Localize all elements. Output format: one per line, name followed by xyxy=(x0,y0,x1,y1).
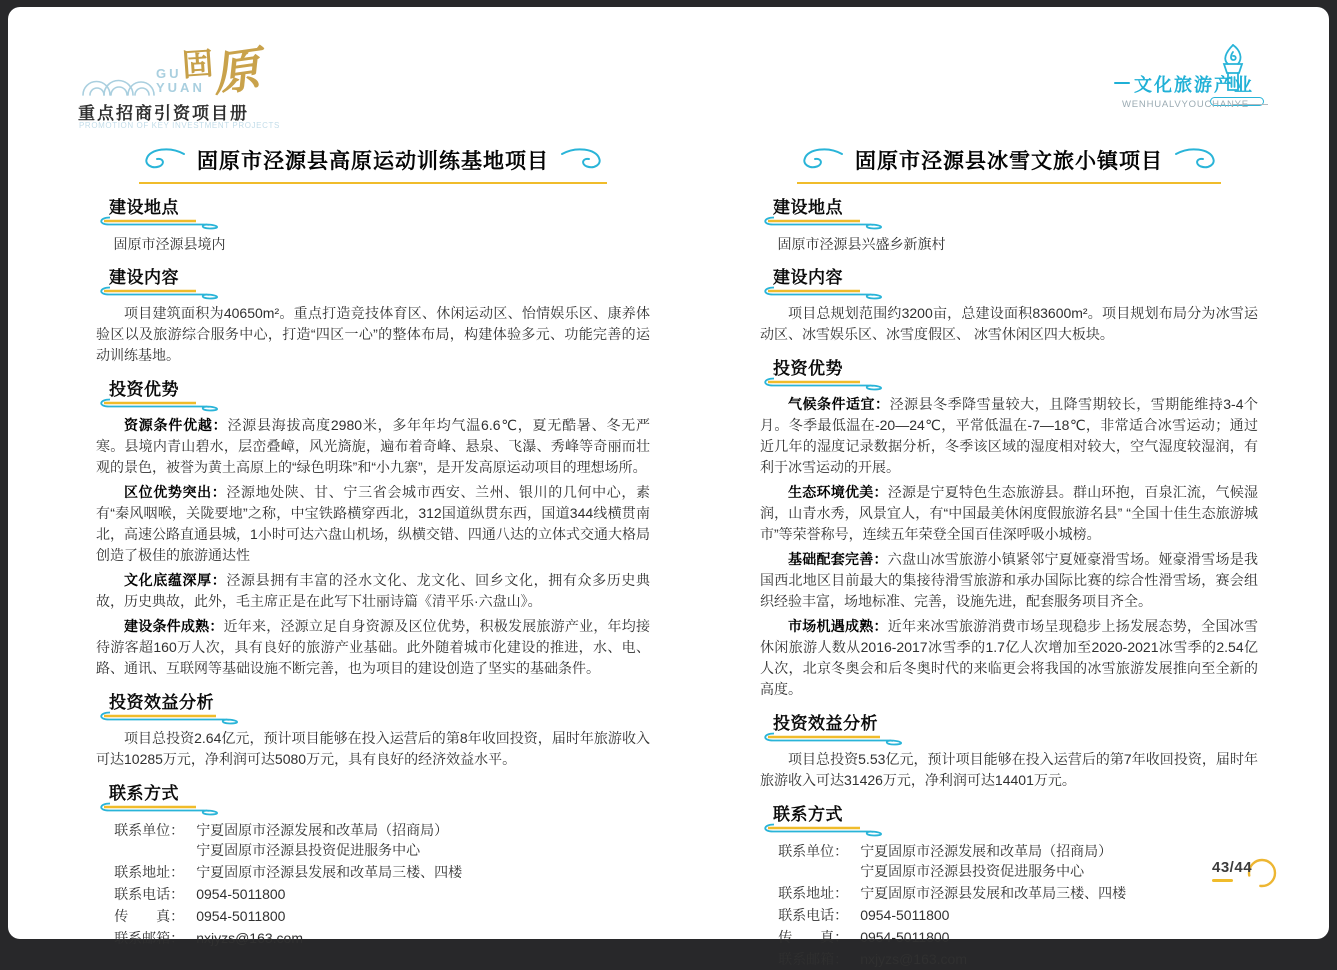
advantage-paragraph xyxy=(760,549,1258,612)
cloud-ornament-left-icon xyxy=(801,149,843,171)
section-location xyxy=(96,193,246,229)
section-heading: 建设地点 xyxy=(109,198,179,217)
contact-row xyxy=(778,882,1258,904)
advantage-lead: 生态环境优美： xyxy=(788,484,888,500)
page-number: 43/44 xyxy=(1212,859,1253,876)
advantage-lead: 区位优势突出： xyxy=(124,484,227,500)
advantage-paragraph xyxy=(760,616,1258,700)
contact-label: 传 真： xyxy=(778,929,849,945)
section-heading: 建设内容 xyxy=(773,268,843,287)
project-title-text: 固原市泾源县冰雪文旅小镇项目 xyxy=(855,150,1163,173)
advantage-paragraph xyxy=(760,394,1258,478)
section-heading: 投资优势 xyxy=(109,380,179,399)
contact-value: 宁夏固原市泾源县发展和改革局三楼、四楼 xyxy=(860,885,1127,901)
contact-row xyxy=(114,905,650,927)
benefit-body: 项目总投资5.53亿元，预计项目能够在投入运营后的第7年收回投资，届时年旅游收入可达31426万元，净利润可达14401万元。 xyxy=(760,751,1258,788)
advantage-text: 六盘山冰雪旅游小镇紧邻宁夏娅豪滑雪场。娅豪滑雪场是我国西北地区目前最大的集接待滑雪旅游和承办国际比赛的综合性滑雪场，赛会组织经验丰富，场地标准、完善，设施先进，配套服务项目齐全。 xyxy=(760,551,1258,609)
industry-banner xyxy=(1114,47,1294,127)
contact-label: 传 真： xyxy=(114,908,185,924)
contact-phone: 0954-5011800 xyxy=(196,886,286,902)
contact-row xyxy=(114,819,650,861)
content-body: 项目建筑面积为40650m²。重点打造竞技体育区、休闲运动区、怡情娱乐区、康养体验区以及旅游综合服务中心，打造“四区一心”的整体布局，构建体验多元、功能完善的运动训练基地。 xyxy=(96,305,650,363)
page-right xyxy=(760,145,1258,970)
advantage-paragraph xyxy=(96,616,650,679)
industry-title: 文化旅游产业 xyxy=(1134,75,1254,95)
advantage-text: 近年来，泾源立足自身资源及区位优势，积极发展旅游产业，年均接待游客超160万人次，具有良好的旅游产业基础。此外随着城市化建设的推进，水、电、路、通讯、互联网等基础设施不断完善，也为项目的建设创造了坚实的基础条件。 xyxy=(96,618,651,676)
contact-row xyxy=(114,927,650,949)
advantage-lead: 资源条件优越： xyxy=(124,417,228,433)
contact-value: 宁夏固原市泾源县发展和改革局三楼、四楼 xyxy=(196,864,463,880)
contact-label: 联系地址： xyxy=(778,885,849,901)
brand-name-en: GU YUAN xyxy=(156,66,205,95)
contact-row xyxy=(778,904,1258,926)
contact-phone: 0954-5011800 xyxy=(860,907,950,923)
contact-block xyxy=(114,819,650,949)
section-contact xyxy=(96,779,246,815)
industry-subtitle: WENHUALVYOUCHANYE xyxy=(1122,99,1249,110)
advantage-text: 泾源县拥有丰富的泾水文化、龙文化、回乡文化，拥有众多历史典故，历史典故，此外，毛主席正是在此写下壮丽诗篇《清平乐·六盘山》。 xyxy=(96,572,651,609)
contact-label: 联系邮箱： xyxy=(114,930,185,946)
benefit-body: 项目总投资2.64亿元，预计项目能够在投入运营后的第8年收回投资，届时年旅游收入可达10285万元，净利润可达5080万元，具有良好的经济效益水平。 xyxy=(96,730,650,767)
page-number-block xyxy=(1212,857,1282,893)
advantage-lead: 建设条件成熟： xyxy=(124,618,224,634)
section-heading: 联系方式 xyxy=(773,805,843,824)
location-body: 固原市泾源县境内 xyxy=(113,236,226,252)
advantage-paragraph xyxy=(96,570,650,612)
contact-label: 联系单位： xyxy=(114,822,185,838)
contact-row xyxy=(778,840,1258,882)
advantage-text: 泾源县冬季降雪量较大，且降雪期较长，雪期能维持3-4个月。冬季最低温在-20—24℃，平常低温在-7—18℃，非常适合冰雪运动；通过近几年的湿度记录数据分析，冬季该区域的湿度相对较大，空气湿度较湿润，有利于冰雪运动的开展。 xyxy=(760,396,1259,475)
contact-label: 联系单位： xyxy=(778,843,849,859)
contact-row xyxy=(114,861,650,883)
cloud-ornament-left-icon xyxy=(143,149,185,171)
contact-row xyxy=(114,883,650,905)
section-location xyxy=(760,193,910,229)
mountains-icon xyxy=(80,69,158,97)
cloud-ornament-right-icon xyxy=(1175,149,1217,171)
contact-block xyxy=(778,840,1258,970)
project-title-left xyxy=(139,145,607,184)
section-heading: 建设地点 xyxy=(773,198,843,217)
cloud-ornament-right-icon xyxy=(561,149,603,171)
advantage-paragraph xyxy=(96,482,650,566)
contact-value: 宁夏固原市泾源发展和改革局（招商局） 宁夏固原市泾源县投资促进服务中心 xyxy=(196,822,449,858)
project-title-right xyxy=(797,145,1221,184)
booklet-title: 重点招商引资项目册 xyxy=(78,104,249,123)
advantage-text: 泾源地处陕、甘、宁三省会城市西安、兰州、银川的几何中心，素有“秦风咽喉，关陇要地”之称，中宝铁路横穿西北，312国道纵贯东西，国道344线横贯南北，高速公路直通县城，1小时可达六盘山机场，纵横交错、四通八达的立体式交通大格局创造了极佳的旅游通达性 xyxy=(96,484,651,563)
section-heading: 投资效益分析 xyxy=(109,693,214,712)
brand-name-cn-gu: 固 xyxy=(181,45,215,84)
section-heading: 投资优势 xyxy=(773,359,843,378)
section-contact xyxy=(760,800,910,836)
section-benefit xyxy=(96,688,266,724)
section-content xyxy=(96,263,246,299)
contact-fax: 0954-5011800 xyxy=(860,929,950,945)
document-page xyxy=(8,7,1329,967)
contact-label: 联系邮箱： xyxy=(778,951,849,967)
contact-value: 宁夏固原市泾源发展和改革局（招商局） 宁夏固原市泾源县投资促进服务中心 xyxy=(860,843,1113,879)
content-body: 项目总规划范围约3200亩，总建设面积83600m²。项目规划布局分为冰雪运动区、冰雪娱乐区、冰雪度假区、 冰雪休闲区四大板块。 xyxy=(760,305,1258,342)
banner-dash-line xyxy=(1114,82,1130,84)
contact-email: nxjyzs@163.com xyxy=(196,930,303,946)
section-content xyxy=(760,263,910,299)
advantage-text: 近年来冰雪旅游消费市场呈现稳步上扬发展态势，全国冰雪休闲旅游人数从2016-2017冰雪季的1.7亿人次增加至2020-2021冰雪季的2.54亿人次，北京冬奥会和后冬奥时代的来临更会将我国的冰雪旅游发展推向至全新的高度。 xyxy=(760,618,1258,697)
section-benefit xyxy=(760,709,930,745)
contact-row xyxy=(778,926,1258,948)
project-title-text: 固原市泾源县高原运动训练基地项目 xyxy=(197,150,549,173)
advantage-lead: 市场机遇成熟： xyxy=(788,618,888,634)
section-advantages xyxy=(96,375,246,411)
advantage-lead: 文化底蕴深厚： xyxy=(124,572,227,588)
contact-row xyxy=(778,948,1258,970)
page-left xyxy=(96,145,650,949)
advantage-paragraph xyxy=(760,482,1258,545)
brand-logo xyxy=(78,43,328,130)
advantage-paragraph xyxy=(96,415,650,478)
contact-label: 联系地址： xyxy=(114,864,185,880)
brand-name-cn-yuan: 原 xyxy=(209,43,264,102)
location-body: 固原市泾源县兴盛乡新旗村 xyxy=(777,236,946,252)
section-heading: 投资效益分析 xyxy=(773,714,878,733)
advantage-lead: 气候条件适宜： xyxy=(788,396,890,412)
booklet-subtitle: PROMOTION OF KEY INVESTMENT PROJECTS xyxy=(79,121,280,130)
section-heading: 联系方式 xyxy=(109,784,179,803)
contact-email: nxjyzs@163.com xyxy=(860,951,967,967)
section-advantages xyxy=(760,354,910,390)
banner-underline xyxy=(1232,104,1268,105)
contact-fax: 0954-5011800 xyxy=(196,908,286,924)
advantage-text: 泾源是宁夏特色生态旅游县。群山环抱，百泉汇流，气候湿润，山青水秀，风景宜人，有“中国最美休闲度假旅游名县” “全国十佳生态旅游城市”等荣誉称号，连续五年荣登全国百佳深呼吸小城榜。 xyxy=(760,484,1258,542)
section-heading: 建设内容 xyxy=(109,268,179,287)
contact-label: 联系电话： xyxy=(778,907,849,923)
advantage-lead: 基础配套完善： xyxy=(788,551,888,567)
advantage-text: 泾源县海拔高度2980米，多年年均气温6.6℃，夏无酷暑、冬无严寒。县境内青山碧水，层峦叠嶂，风光旖旎，遍布着奇峰、悬泉、飞瀑、秀峰等奇丽而壮观的景色，被誉为黄土高原上的“绿色明珠”和“小九寨”，是开发高原运动项目的理想场所。 xyxy=(96,417,651,475)
contact-label: 联系电话： xyxy=(114,886,185,902)
page-number-underline xyxy=(1212,879,1233,882)
